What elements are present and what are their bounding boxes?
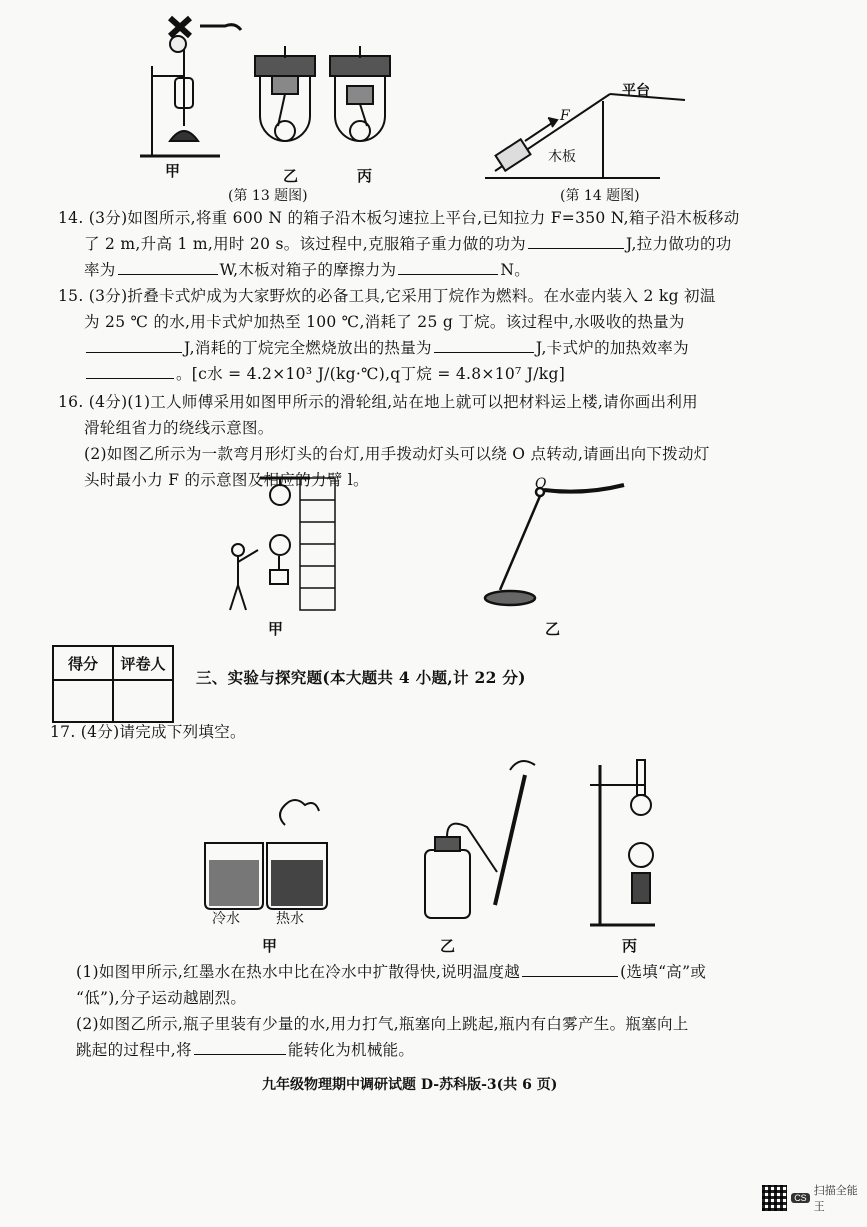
label-cold-water: 冷水 — [212, 911, 240, 927]
q15-text-3a: J,消耗的丁烷完全燃烧放出的热量为 — [184, 339, 432, 357]
q17-title: 17. (4分)请完成下列填空。 — [50, 723, 246, 741]
figure-q16 — [210, 470, 650, 630]
platform-label: 平台 — [622, 83, 650, 99]
q17-text-1b: (选填“高”或 — [620, 963, 707, 981]
figure-q17 — [195, 755, 695, 935]
q15-line2: 为 25 ℃ 的水,用卡式炉加热至 100 ℃,消耗了 25 g 丁烷。该过程中,水吸收的热量为 — [84, 313, 685, 331]
fig16-label-b: 乙 — [545, 620, 561, 638]
pulley-building-figure — [230, 478, 335, 610]
q14-text-2b: J,拉力做功的功 — [625, 235, 732, 253]
q15-line1: 15. (3分)折叠卡式炉成为大家野炊的必备工具,它采用丁烷作为燃料。在水壶内装入 2 kg 初温 — [58, 287, 716, 305]
pinwheel-stand-figure — [140, 18, 241, 156]
pivot-label: O — [535, 476, 547, 492]
answer-blank-q17-temperature[interactable] — [522, 958, 618, 977]
section-3-title: 三、实验与探究题(本大题共 4 小题,计 22 分) — [196, 668, 526, 687]
q15-line3 — [84, 334, 689, 362]
fig17-label-b: 乙 — [440, 937, 456, 955]
q14-line3 — [84, 256, 530, 284]
engine-figures — [255, 46, 390, 141]
q17-text-1a: (1)如图甲所示,红墨水在热水中比在冷水中扩散得快,说明温度越 — [76, 963, 521, 981]
answer-blank-q17-energy[interactable] — [194, 1036, 286, 1055]
q14-text-3c: N。 — [500, 261, 531, 279]
incline-figure — [485, 94, 685, 178]
scanner-app-name: 扫描全能王 — [813, 1185, 858, 1213]
q17-text-2c: 能转化为机械能。 — [287, 1041, 415, 1059]
fig13-label-c: 丙 — [357, 167, 373, 185]
caption-q14: (第 14 题图) — [560, 188, 640, 204]
q16-line3: (2)如图乙所示为一款弯月形灯头的台灯,用手拨动灯头可以绕 O 点转动,请画出向下拨动灯 — [84, 445, 710, 463]
q17-p1-line2: “低”),分子运动越剧烈。 — [76, 989, 247, 1007]
fig16-label-a: 甲 — [268, 620, 284, 638]
q16-line4: 头时最小力 F 的示意图及相应的力臂 l。 — [84, 471, 369, 489]
fig13-label-a: 甲 — [165, 162, 181, 180]
score-cell[interactable] — [53, 680, 113, 722]
q17-p2-line1: (2)如图乙所示,瓶子里装有少量的水,用力打气,瓶塞向上跳起,瓶内有白雾产生。瓶塞向上 — [76, 1015, 689, 1033]
score-table — [52, 645, 174, 723]
q15-line4 — [84, 360, 565, 388]
beakers-figure — [205, 800, 327, 909]
figure-q13-q14 — [130, 6, 770, 206]
answer-blank-q14-power[interactable] — [118, 256, 218, 275]
cs-logo-icon: CS — [791, 1193, 810, 1203]
score-header: 得分 — [53, 646, 113, 680]
caption-q13: (第 13 题图) — [228, 188, 308, 204]
fig13-label-b: 乙 — [283, 167, 299, 185]
qr-code-icon — [762, 1185, 787, 1211]
page-footer: 九年级物理期中调研试题 D-苏科版-3(共 6 页) — [262, 1077, 558, 1093]
answer-blank-q15-heat-absorbed[interactable] — [86, 334, 182, 353]
force-label: F — [560, 108, 570, 124]
q17-text-2b: 跳起的过程中,将 — [76, 1041, 192, 1059]
q14-text-3b: W,木板对箱子的摩擦力为 — [219, 261, 397, 279]
q15-text-4: 。[c水 = 4.2×10³ J/(kg·℃),q丁烷 = 4.8×10⁷ J/kg] — [176, 365, 566, 383]
q14-text-2a: 了 2 m,升高 1 m,用时 20 s。该过程中,克服箱子重力做的功为 — [84, 235, 526, 253]
answer-blank-q15-heat-released[interactable] — [434, 334, 534, 353]
answer-blank-q15-efficiency[interactable] — [86, 360, 174, 379]
q16-line2: 滑轮组省力的绕线示意图。 — [84, 419, 274, 437]
answer-blank-q14-work[interactable] — [528, 230, 624, 249]
board-label: 木板 — [548, 149, 576, 165]
label-hot-water: 热水 — [276, 911, 304, 927]
bottle-pump-figure — [425, 761, 535, 918]
answer-blank-q14-friction[interactable] — [398, 256, 498, 275]
reviewer-header: 评卷人 — [113, 646, 173, 680]
q14-line1: 14. (3分)如图所示,将重 600 N 的箱子沿木板匀速拉上平台,已知拉力 F=350 N,箱子沿木板移动 — [58, 209, 740, 227]
desk-lamp-figure — [485, 485, 624, 605]
fig17-label-a: 甲 — [262, 937, 278, 955]
q15-text-3b: J,卡式炉的加热效率为 — [535, 339, 689, 357]
fig17-label-c: 丙 — [622, 937, 638, 955]
q16-line1: 16. (4分)(1)工人师傅采用如图甲所示的滑轮组,站在地上就可以把材料运上楼,请你画出利用 — [58, 393, 698, 411]
pulley-stand-figure — [590, 760, 655, 925]
q14-line2 — [84, 230, 732, 258]
q17-p1-line1 — [76, 958, 706, 986]
q14-text-3a: 率为 — [84, 261, 116, 279]
q17-p2-line2 — [76, 1036, 414, 1064]
reviewer-cell[interactable] — [113, 680, 173, 722]
scanner-watermark — [762, 1182, 867, 1214]
